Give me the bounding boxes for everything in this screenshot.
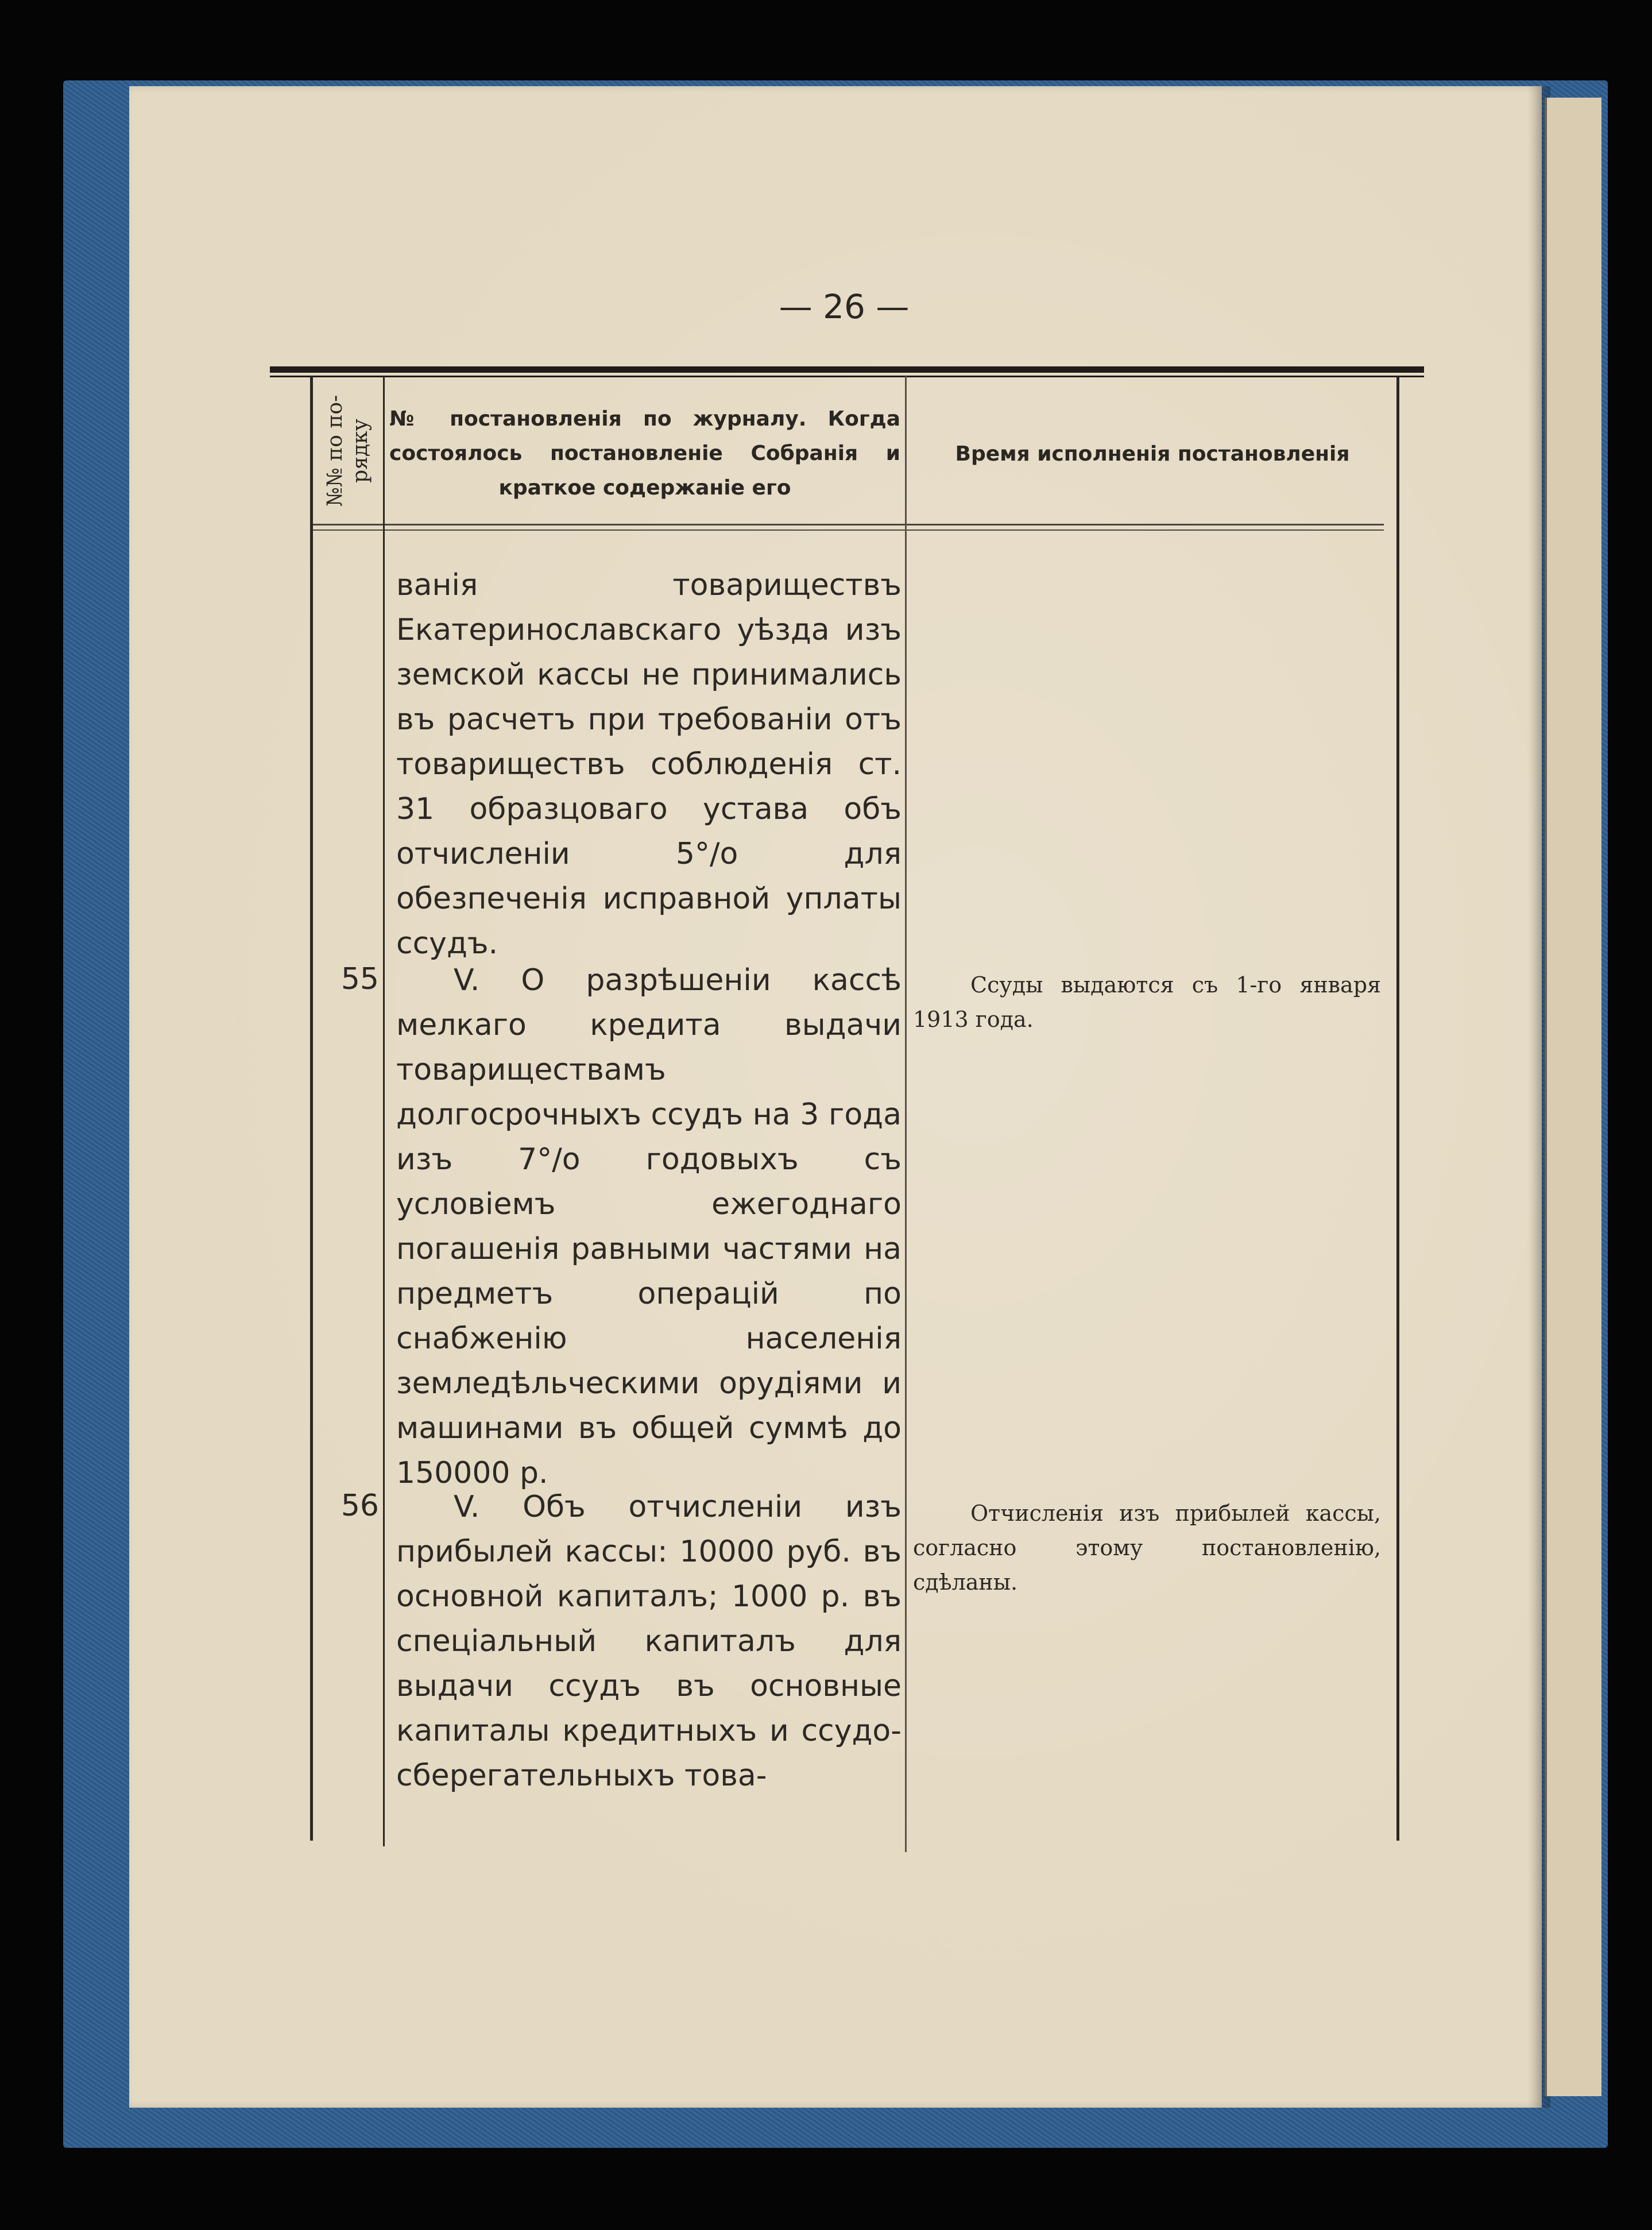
table-top-rule: [270, 366, 1424, 373]
row-number: 55: [341, 962, 379, 996]
header-bottom-rule-thin: [310, 530, 1384, 531]
header-execution-column: Время исполненія постановленія: [955, 442, 1350, 466]
header-number-column: [315, 382, 381, 520]
row-number: 56: [341, 1489, 379, 1523]
header-number-label: №№ по по- рядку: [323, 395, 372, 507]
header-bottom-rule: [310, 524, 1384, 525]
table-right-border: [1396, 376, 1399, 1841]
page-number: — 26 —: [779, 287, 910, 326]
row-text: ванія товариществъ Екатеринославскаго уѣзда изъ земской кассы не принимались въ расчетъ при требованіи отъ товариществъ соблюденія ст. 31 образцоваго устава объ отчисленіи 5°/o для обезпеченія исправной уплаты ссудъ.: [396, 568, 902, 961]
column-divider-number: [383, 376, 385, 1846]
table-left-border: [310, 376, 313, 1841]
row-execution: Ссуды выдаются съ 1-го января 1913 года.: [913, 972, 1381, 1032]
row-text: V. О разрѣшеніи кассѣ мелкаго кредита выдачи товариществамъ долгосрочныхъ ссудъ на 3 года изъ 7°/o годовыхъ съ условіемъ ежегоднаго погашенія равными частями на предметъ операцій по снабженію населенія земледѣльческими орудіями и машинами въ общей суммѣ до 150000 р.: [396, 963, 902, 1490]
bleed-through-text: [965, 574, 1401, 1780]
column-divider-execution: [905, 376, 907, 1852]
header-resolution-column: № постановленія по журналу. Когда состоялось постановленіе Собранія и краткое содержаніе его: [389, 407, 900, 500]
row-text: V. Объ отчисленіи изъ прибылей кассы: 10000 руб. въ основной капиталъ; 1000 р. въ спеціальный капиталъ для выдачи ссудъ въ основные капиталы кредитныхъ и ссудо-сберегательныхъ това-: [396, 1490, 902, 1793]
next-page-edge: [1545, 98, 1601, 2096]
row-execution: Отчисленія изъ прибылей кассы, согласно этому постановленію, сдѣланы.: [913, 1501, 1381, 1595]
table-top-rule-thin: [270, 376, 1424, 377]
